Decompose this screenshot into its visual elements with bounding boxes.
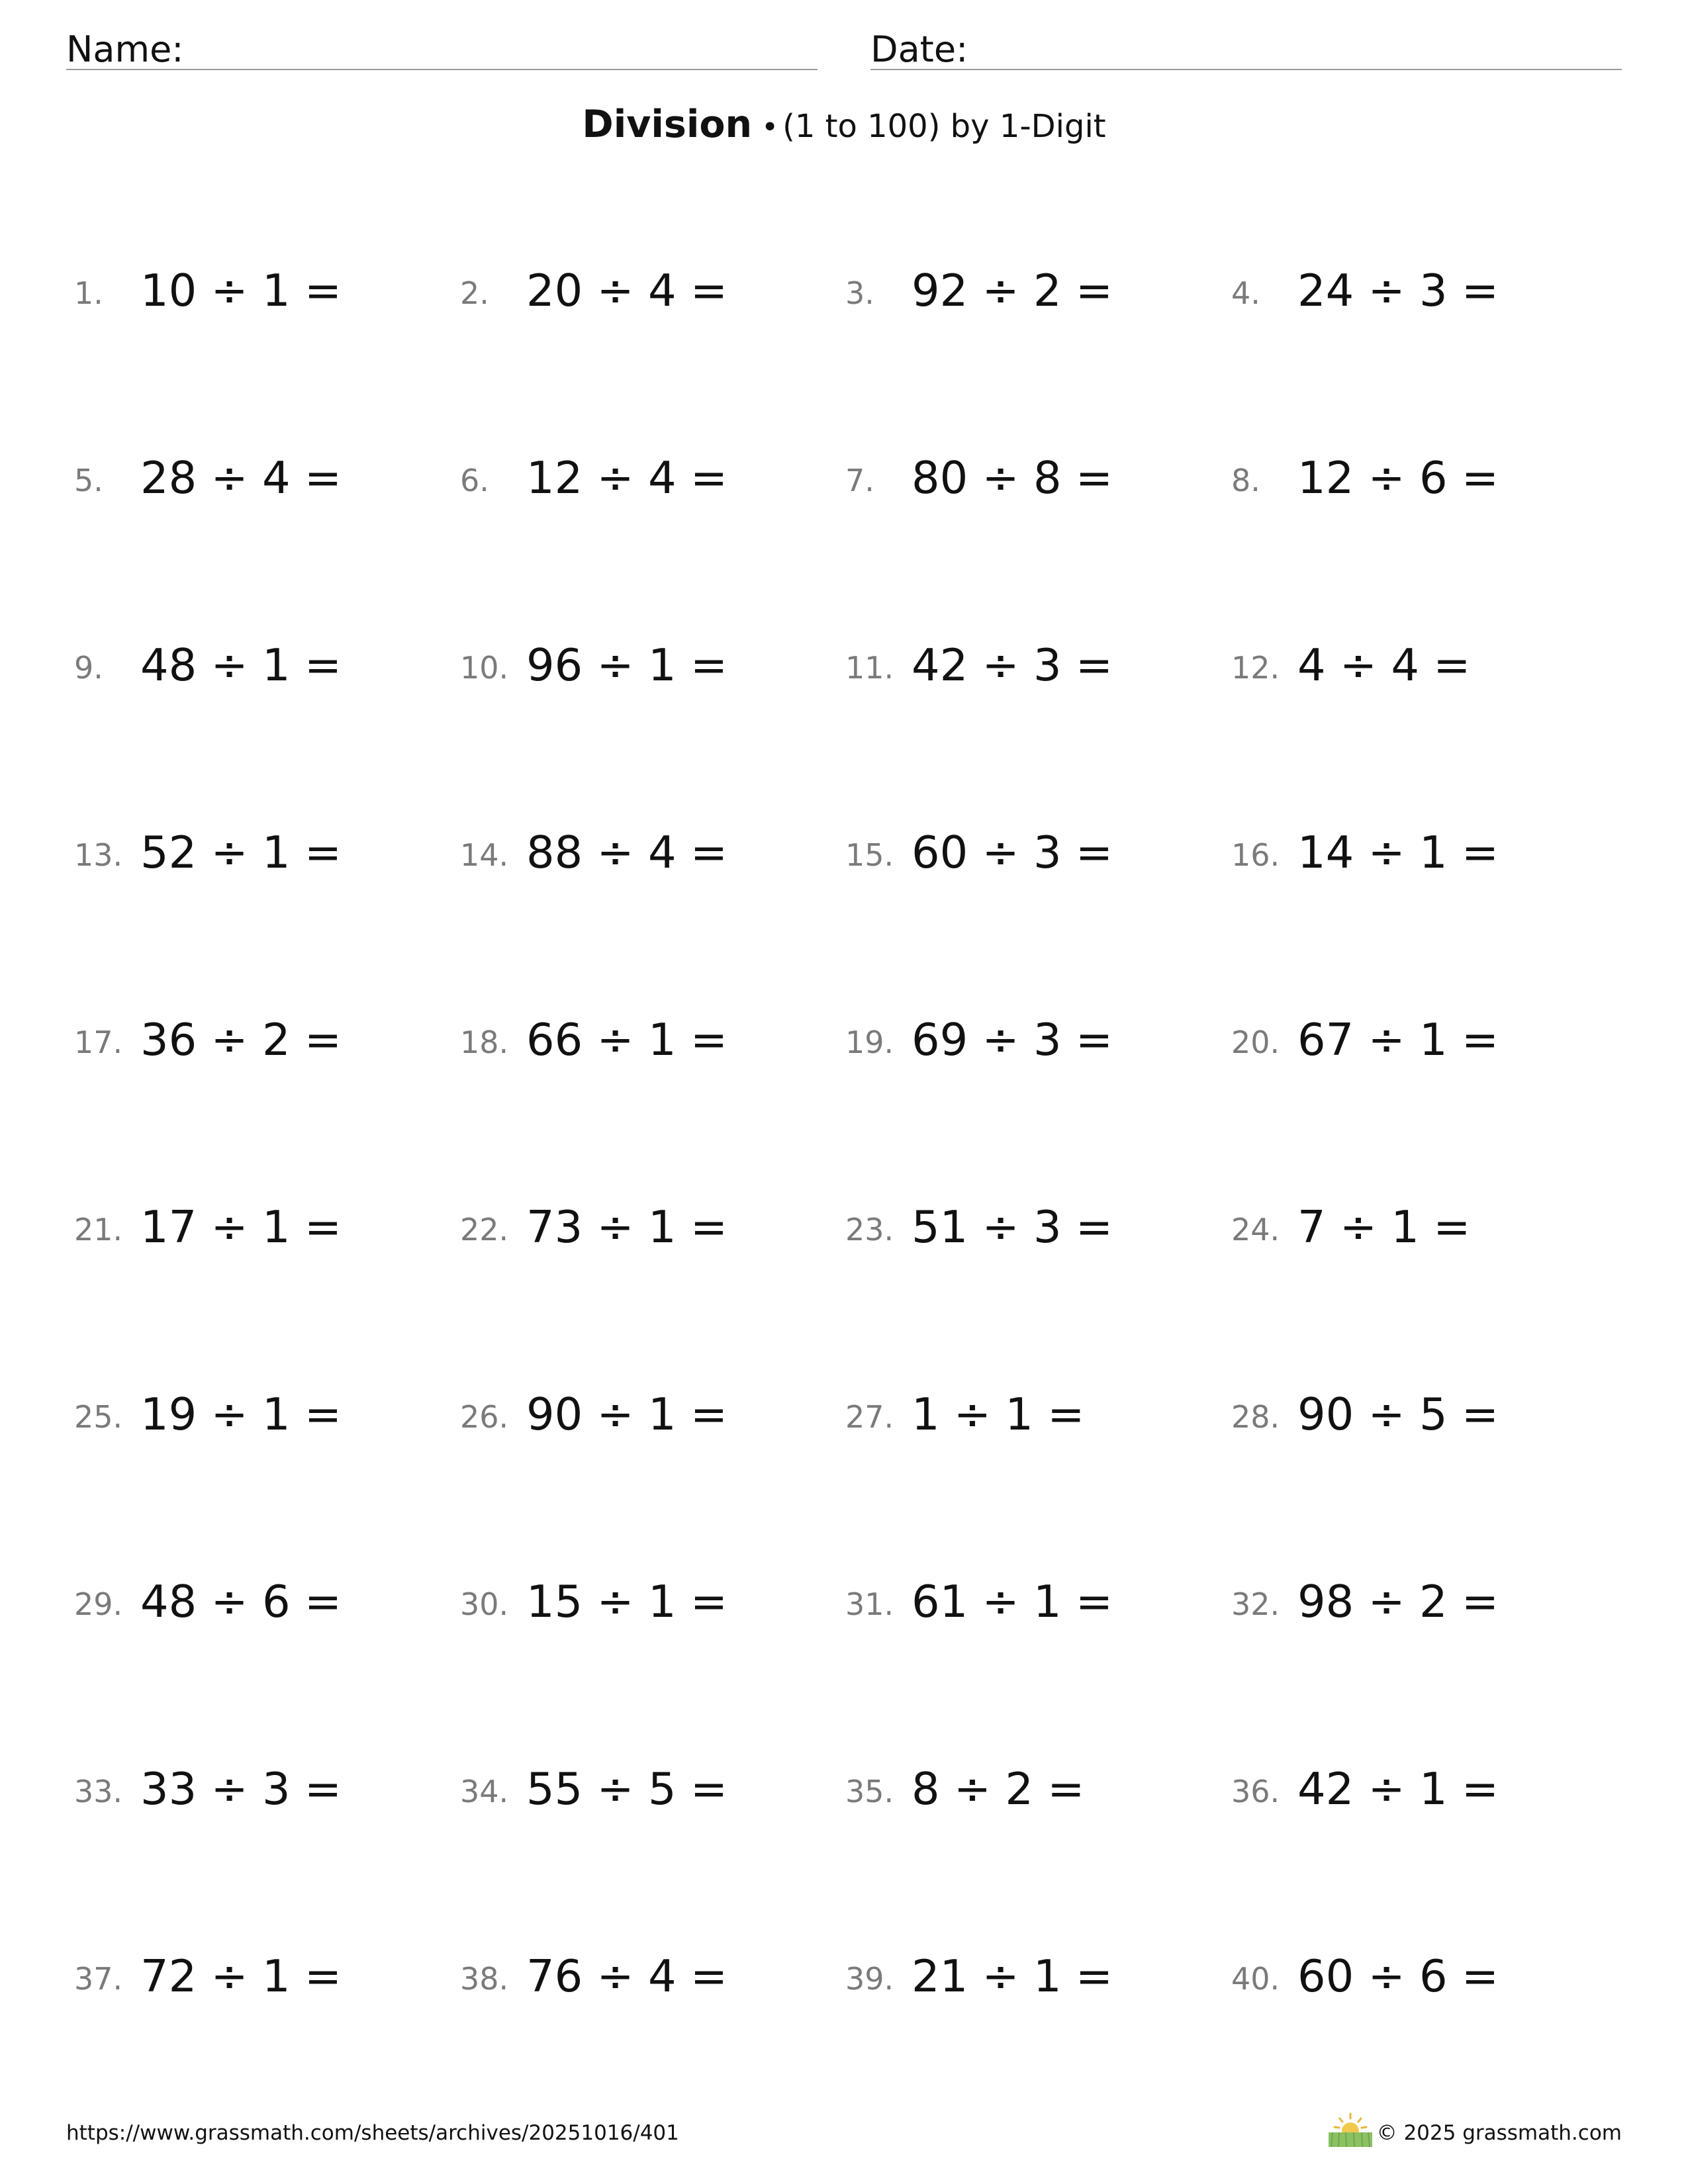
footer-url: https://www.grassmath.com/sheets/archives/20251016/401 xyxy=(66,2121,679,2145)
problem-row xyxy=(0,1924,1688,2017)
title-subtitle: (1 to 100) by 1-Digit xyxy=(782,108,1106,145)
problem-row xyxy=(0,1362,1688,1455)
problem-number: 39. xyxy=(845,1961,894,1997)
problem-expression: 90 ÷ 1 = xyxy=(526,1388,728,1440)
problem-expression: 80 ÷ 8 = xyxy=(912,452,1113,504)
problem-number: 11. xyxy=(845,650,894,686)
problem-expression: 28 ÷ 4 = xyxy=(140,452,342,504)
problem-number: 35. xyxy=(845,1774,894,1809)
problem-number: 2. xyxy=(460,275,489,311)
problem-expression: 52 ÷ 1 = xyxy=(140,827,342,878)
problem-number: 8. xyxy=(1231,463,1260,498)
problem-expression: 60 ÷ 3 = xyxy=(912,827,1113,878)
problem-row xyxy=(0,426,1688,518)
problem-row xyxy=(0,987,1688,1080)
problem-number: 1. xyxy=(74,275,103,311)
problem-number: 18. xyxy=(460,1024,509,1060)
problem-number: 30. xyxy=(460,1586,509,1622)
problem-expression: 4 ÷ 4 = xyxy=(1297,639,1471,691)
problem-expression: 33 ÷ 3 = xyxy=(140,1763,342,1815)
problem-number: 16. xyxy=(1231,837,1280,873)
problem-number: 13. xyxy=(74,837,123,873)
problem-number: 9. xyxy=(74,650,103,686)
problem-number: 3. xyxy=(845,275,874,311)
problem-expression: 20 ÷ 4 = xyxy=(526,265,728,316)
problem-number: 5. xyxy=(74,463,103,498)
problem-expression: 21 ÷ 1 = xyxy=(912,1950,1113,2002)
problem-number: 21. xyxy=(74,1212,123,1248)
worksheet-title xyxy=(0,103,1688,146)
sun-grass-logo-icon xyxy=(1327,2110,1374,2148)
problem-number: 31. xyxy=(845,1586,894,1622)
problem-expression: 69 ÷ 3 = xyxy=(912,1014,1113,1066)
problem-expression: 42 ÷ 3 = xyxy=(912,639,1113,691)
problem-expression: 12 ÷ 4 = xyxy=(526,452,728,504)
problem-number: 19. xyxy=(845,1024,894,1060)
name-field[interactable] xyxy=(66,25,818,70)
problem-expression: 10 ÷ 1 = xyxy=(140,265,342,316)
problem-expression: 7 ÷ 1 = xyxy=(1297,1201,1471,1253)
problem-number: 34. xyxy=(460,1774,509,1809)
problem-expression: 8 ÷ 2 = xyxy=(912,1763,1085,1815)
problem-number: 12. xyxy=(1231,650,1280,686)
problem-expression: 48 ÷ 1 = xyxy=(140,639,342,691)
problem-expression: 12 ÷ 6 = xyxy=(1297,452,1499,504)
problem-row xyxy=(0,238,1688,331)
problem-number: 26. xyxy=(460,1399,509,1435)
problem-number: 17. xyxy=(74,1024,123,1060)
problem-expression: 51 ÷ 3 = xyxy=(912,1201,1113,1253)
problem-number: 27. xyxy=(845,1399,894,1435)
problem-expression: 48 ÷ 6 = xyxy=(140,1576,342,1627)
problem-row xyxy=(0,800,1688,893)
problem-number: 15. xyxy=(845,837,894,873)
problem-number: 14. xyxy=(460,837,509,873)
problem-expression: 73 ÷ 1 = xyxy=(526,1201,728,1253)
problem-number: 28. xyxy=(1231,1399,1280,1435)
problem-expression: 67 ÷ 1 = xyxy=(1297,1014,1499,1066)
problem-expression: 66 ÷ 1 = xyxy=(526,1014,728,1066)
problem-expression: 60 ÷ 6 = xyxy=(1297,1950,1499,2002)
problem-expression: 90 ÷ 5 = xyxy=(1297,1388,1499,1440)
problem-number: 38. xyxy=(460,1961,509,1997)
footer-copyright: © 2025 grassmath.com xyxy=(1376,2121,1622,2145)
problem-row xyxy=(0,1737,1688,1829)
problem-number: 23. xyxy=(845,1212,894,1248)
date-label: Date: xyxy=(870,28,968,70)
problem-number: 36. xyxy=(1231,1774,1280,1809)
title-main: Division xyxy=(582,103,753,146)
problem-number: 22. xyxy=(460,1212,509,1248)
problem-number: 37. xyxy=(74,1961,123,1997)
problem-row xyxy=(0,613,1688,705)
problem-expression: 1 ÷ 1 = xyxy=(912,1388,1085,1440)
problem-number: 32. xyxy=(1231,1586,1280,1622)
problem-number: 29. xyxy=(74,1586,123,1622)
problem-row xyxy=(0,1175,1688,1267)
problem-expression: 19 ÷ 1 = xyxy=(140,1388,342,1440)
problem-number: 24. xyxy=(1231,1212,1280,1248)
problem-number: 20. xyxy=(1231,1024,1280,1060)
problem-number: 10. xyxy=(460,650,509,686)
date-field[interactable] xyxy=(870,25,1622,70)
problem-expression: 98 ÷ 2 = xyxy=(1297,1576,1499,1627)
problem-expression: 36 ÷ 2 = xyxy=(140,1014,342,1066)
problem-expression: 14 ÷ 1 = xyxy=(1297,827,1499,878)
title-separator: • xyxy=(761,111,779,144)
problem-expression: 15 ÷ 1 = xyxy=(526,1576,728,1627)
problem-expression: 61 ÷ 1 = xyxy=(912,1576,1113,1627)
problem-expression: 42 ÷ 1 = xyxy=(1297,1763,1499,1815)
problem-number: 4. xyxy=(1231,275,1260,311)
problem-number: 6. xyxy=(460,463,489,498)
problem-expression: 96 ÷ 1 = xyxy=(526,639,728,691)
problem-expression: 72 ÷ 1 = xyxy=(140,1950,342,2002)
problem-expression: 76 ÷ 4 = xyxy=(526,1950,728,2002)
problem-number: 40. xyxy=(1231,1961,1280,1997)
problem-expression: 24 ÷ 3 = xyxy=(1297,265,1499,316)
problem-expression: 92 ÷ 2 = xyxy=(912,265,1113,316)
problem-number: 25. xyxy=(74,1399,123,1435)
name-label: Name: xyxy=(66,28,184,70)
problem-expression: 17 ÷ 1 = xyxy=(140,1201,342,1253)
problem-expression: 88 ÷ 4 = xyxy=(526,827,728,878)
problem-number: 33. xyxy=(74,1774,123,1809)
problem-number: 7. xyxy=(845,463,874,498)
problem-expression: 55 ÷ 5 = xyxy=(526,1763,728,1815)
problem-row xyxy=(0,1549,1688,1642)
